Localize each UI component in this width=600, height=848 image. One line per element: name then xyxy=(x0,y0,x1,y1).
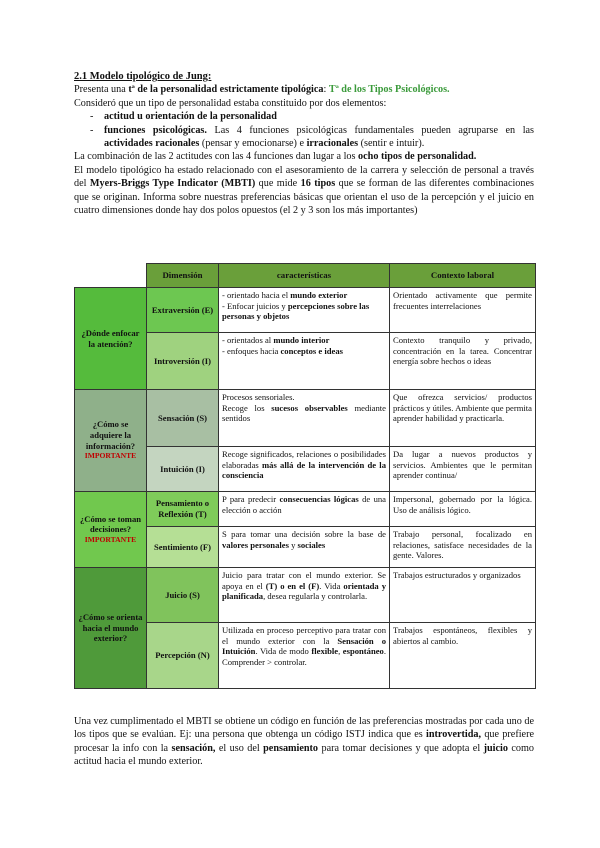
cell-bold: consecuencias lógicas xyxy=(279,494,359,504)
model-text: que se forman de las diferentes combinaciones que se originan. Informa sobre nuestras preferencias básicas que orientan el uso de la percepción y el juicio en cuatro dimensiones donde hay dos polos opuestos (el 2 y 3 son los más importantes) xyxy=(74,178,534,217)
characteristics-cell xyxy=(219,623,390,689)
section-heading: 2.1 Modelo tipológico de Jung: xyxy=(74,71,212,82)
footer-paragraph xyxy=(74,715,534,769)
header-characteristics: características xyxy=(219,264,390,288)
table-header-row xyxy=(75,264,536,288)
cell-text: . Vida de modo xyxy=(255,646,312,657)
combination-paragraph xyxy=(74,150,534,163)
cell-text: - orientado hacia el xyxy=(222,290,291,300)
cell-text: mediante sentidos xyxy=(222,402,386,424)
context-cell: Trabajo personal, focalizado en relaciones, satisface necesidades de la gente. Valores. xyxy=(390,527,536,568)
footer-text: como actitud hacia el mundo exterior. xyxy=(74,742,535,768)
footer-text: el uso del xyxy=(215,742,264,754)
cell-bold: conceptos e ideas xyxy=(280,345,344,356)
characteristics-cell xyxy=(219,390,390,447)
context-cell: Que ofrezca servicios/ productos prácticos y útiles. Ambiente que permita aprender habilidad y practicarla. xyxy=(390,390,536,447)
footer-bold: sensación, xyxy=(171,742,216,754)
characteristics-cell xyxy=(219,333,390,390)
dimension-cell: Extraversión (E) xyxy=(147,288,219,333)
cell-text: Juicio para tratar con el mundo exterior. Se apoya en el xyxy=(222,570,386,591)
dimension-cell: Sentimiento (F) xyxy=(147,527,219,568)
document-body xyxy=(74,70,534,217)
cell-bold: más allá de la intervención de la consciencia xyxy=(222,459,386,481)
cell-text: - orientados al xyxy=(222,335,274,345)
intro-highlight: Tª de los Tipos Psicológicos. xyxy=(328,84,450,96)
cell-text: . Comprender > controlar. xyxy=(222,646,387,667)
characteristics-cell xyxy=(219,527,390,568)
footer-bold: introvertida, xyxy=(426,729,482,741)
combo-text: La combinación de las 2 actitudes con las 4 funciones dan lugar a los xyxy=(74,151,359,163)
cell-bold: flexible xyxy=(311,646,339,657)
header-work-context: Contexto laboral xyxy=(390,264,536,288)
intro-bold: tª de la personalidad estrictamente tipológica xyxy=(128,84,324,96)
cell-text: Recoge los xyxy=(222,402,272,413)
combo-bold: ocho tipos de personalidad. xyxy=(358,151,477,163)
intro-second-line: Consideró que un tipo de personalidad estaba constituido por dos elementos: xyxy=(74,97,387,109)
question-text: ¿Cómo se orienta hacia el mundo exterior? xyxy=(78,612,143,644)
cell-text: S para tomar una decisión sobre la base de xyxy=(222,529,386,539)
characteristics-cell xyxy=(219,568,390,623)
cell-text: - enfoques hacia xyxy=(222,345,281,356)
cell-text: Utilizada en proceso perceptivo para tratar con el mundo exterior con la xyxy=(222,625,386,646)
intro-text: Presenta una xyxy=(74,84,129,96)
cell-text: Procesos sensoriales. xyxy=(222,392,295,402)
cell-bold: sociales xyxy=(297,539,326,550)
list-item-text: Las 4 funciones psicológicas fundamentales pueden agruparse en las xyxy=(206,124,535,136)
question-text: ¿Dónde enfocar la atención? xyxy=(81,327,140,349)
context-cell: Trabajos espontáneos, flexibles y abiertos al cambio. xyxy=(390,623,536,689)
cell-text: de una elección o acción xyxy=(222,494,386,515)
cell-text: , xyxy=(338,646,343,657)
dimension-cell: Percepción (N) xyxy=(147,623,219,689)
table-row xyxy=(75,390,536,447)
mbti-table xyxy=(74,263,536,689)
dimension-cell: Pensamiento o Reflexión (T) xyxy=(147,492,219,527)
cell-bold: sucesos observables xyxy=(271,402,348,413)
question-text: ¿Cómo se toman decisiones? xyxy=(79,513,142,535)
list-item xyxy=(90,110,534,123)
question-cell xyxy=(75,492,147,568)
cell-bold: (T) o en el (F) xyxy=(265,580,320,591)
model-bold: Myers-Briggs Type Indicator (MBTI) xyxy=(89,178,256,190)
context-cell: Trabajos estructurados y organizados xyxy=(390,568,536,623)
model-bold: 16 tipos xyxy=(300,178,336,190)
characteristics-cell xyxy=(219,288,390,333)
list-item-text: (sentir e intuir). xyxy=(358,138,425,150)
model-paragraph xyxy=(74,164,534,218)
cell-text: P para predecir xyxy=(222,494,280,504)
question-cell xyxy=(75,568,147,689)
model-text: El modelo tipológico ha estado relacionado con el asesoramiento de la carrera y selección de personal a través del xyxy=(74,164,534,190)
important-label: IMPORTANTE xyxy=(84,534,137,544)
cell-text: , desea regularla y controlarla. xyxy=(263,591,368,602)
list-item-bold: irracionales xyxy=(306,138,359,150)
table-row xyxy=(75,492,536,527)
dimension-cell: Introversión (I) xyxy=(147,333,219,390)
cell-bold: Sensación o Intuición xyxy=(222,635,386,657)
characteristics-cell xyxy=(219,492,390,527)
cell-bold: espontáneo xyxy=(342,646,384,657)
dimension-cell: Sensación (S) xyxy=(147,390,219,447)
cell-bold: mundo exterior xyxy=(290,290,348,300)
dimension-cell: Intuición (I) xyxy=(147,447,219,492)
intro-paragraph xyxy=(74,83,534,96)
characteristics-cell xyxy=(219,447,390,492)
list-item-bold: actitud u orientación de la personalidad xyxy=(104,111,277,123)
context-cell: Contexto tranquilo y privado, concentración en la tarea. Concentrar energía sobre hechos o ideas xyxy=(390,333,536,390)
cell-bold: mundo interior xyxy=(273,335,330,345)
list-item-bold: funciones psicológicas. xyxy=(104,124,207,136)
header-dimension: Dimensión xyxy=(147,264,219,288)
cell-text: Recoge significados, relaciones o posibilidades elaboradas xyxy=(222,449,386,470)
dimension-cell: Juicio (S) xyxy=(147,568,219,623)
model-text: que mide xyxy=(255,178,301,190)
cell-text: - Enfocar juicios y xyxy=(222,300,288,311)
list-item-text: (pensar y emocionarse) e xyxy=(199,138,307,150)
table-row xyxy=(75,288,536,333)
footer-text: que prefiere procesar la info con la xyxy=(74,729,534,754)
question-cell xyxy=(75,390,147,492)
footer-text: Una vez cumplimentado el MBTI se obtiene un código en función de las preferencias mostradas por cada uno de los tipos que se evalúan. Ej: una persona que obtenga un código ISTJ indica que es xyxy=(74,716,534,741)
cell-text: . Vida xyxy=(319,580,344,591)
cell-bold: orientada y planificada xyxy=(222,580,386,602)
cell-bold: percepciones sobre las personas y objetos xyxy=(222,300,370,322)
footer-bold: pensamiento xyxy=(263,742,319,754)
table-row xyxy=(75,568,536,623)
context-cell: Da lugar a nuevos productos y servicios. Ambientes que le permitan aprender continua/ xyxy=(390,447,536,492)
intro-colon: : xyxy=(323,84,329,96)
footer-bold: juicio xyxy=(483,742,508,754)
context-cell: Orientado activamente que permite frecuentes interrelaciones xyxy=(390,288,536,333)
elements-list xyxy=(74,110,534,150)
cell-text: y xyxy=(288,539,298,550)
header-empty xyxy=(75,264,147,288)
context-cell: Impersonal, gobernado por la lógica. Uso de análisis lógico. xyxy=(390,492,536,527)
cell-bold: valores personales xyxy=(222,539,289,550)
list-item-bold: actividades racionales xyxy=(104,138,200,150)
question-text: ¿Cómo se adquiere la información? xyxy=(85,419,136,451)
question-cell xyxy=(75,288,147,390)
important-label: IMPORTANTE xyxy=(84,451,137,461)
footer-text: para tomar decisiones y que adopta el xyxy=(318,742,484,754)
list-item xyxy=(90,124,534,151)
